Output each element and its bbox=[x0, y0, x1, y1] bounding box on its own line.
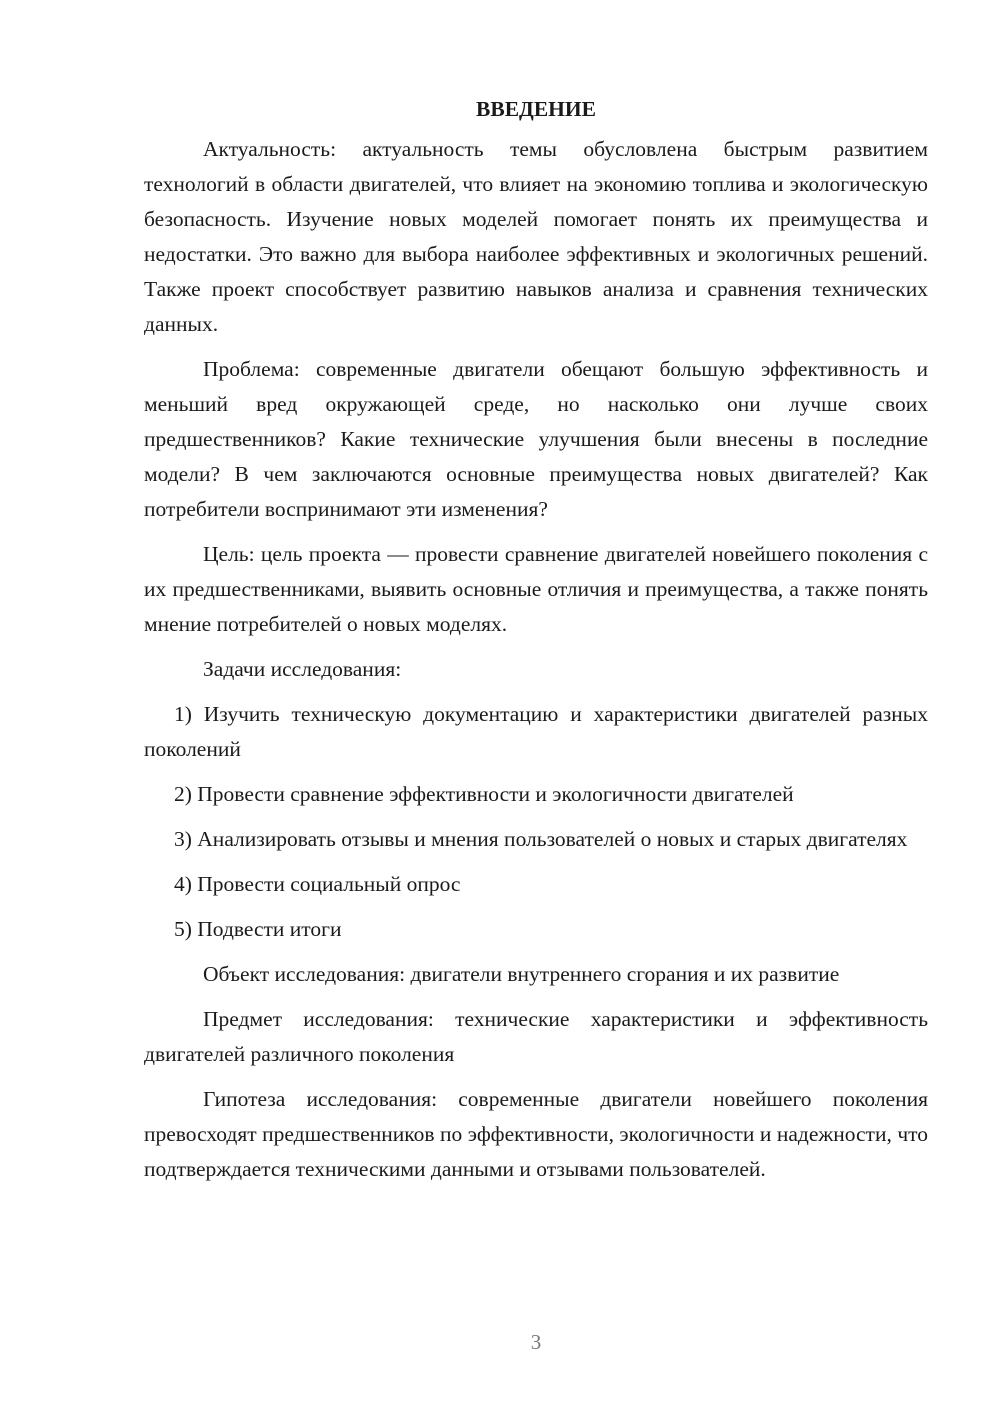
object-paragraph: Объект исследования: двигатели внутреннего сгорания и их развитие bbox=[203, 962, 840, 986]
subject-paragraph: Предмет исследования: технические характеристики и эффективность двигателей различного поколения bbox=[144, 1007, 928, 1066]
goal-paragraph: Цель: цель проекта — провести сравнение двигателей новейшего поколения с их предшественниками, выявить основные отличия и преимущества, а также понять мнение потребителей о новых моделях. bbox=[144, 542, 928, 636]
task-item-3: 3) Анализировать отзывы и мнения пользователей о новых и старых двигателях bbox=[174, 827, 908, 851]
tasks-heading: Задачи исследования: bbox=[203, 657, 402, 681]
task-item-4: 4) Провести социальный опрос bbox=[174, 872, 461, 896]
task-item-1: 1) Изучить техническую документацию и характеристики двигателей разных поколений bbox=[144, 702, 928, 761]
relevance-paragraph: Актуальность: актуальность темы обусловлена быстрым развитием технологий в области двигателей, что влияет на экономию топлива и экологическую безопасность. Изучение новых моделей помогает понять их преимущества и недостатки. Это важно для выбора наиболее эффективных и экологичных решений. Также проект способствует развитию навыков анализа и сравнения технических данных. bbox=[144, 137, 928, 336]
task-item-5: 5) Подвести итоги bbox=[174, 917, 342, 941]
task-item-2: 2) Провести сравнение эффективности и экологичности двигателей bbox=[174, 782, 794, 806]
page-number: 3 bbox=[530, 1330, 542, 1354]
problem-paragraph: Проблема: современные двигатели обещают большую эффективность и меньший вред окружающей среде, но насколько они лучше своих предшественников? Какие технические улучшения были внесены в последние модели? В чем заключаются основные преимущества новых двигателей? Как потребители воспринимают эти изменения? bbox=[144, 357, 928, 521]
document-page bbox=[144, 92, 928, 1197]
hypothesis-paragraph: Гипотеза исследования: современные двигатели новейшего поколения превосходят предшественников по эффективности, экологичности и надежности, что подтверждается техническими данными и отзывами пользователей. bbox=[144, 1087, 928, 1181]
section-title: ВВЕДЕНИЕ bbox=[476, 97, 596, 121]
